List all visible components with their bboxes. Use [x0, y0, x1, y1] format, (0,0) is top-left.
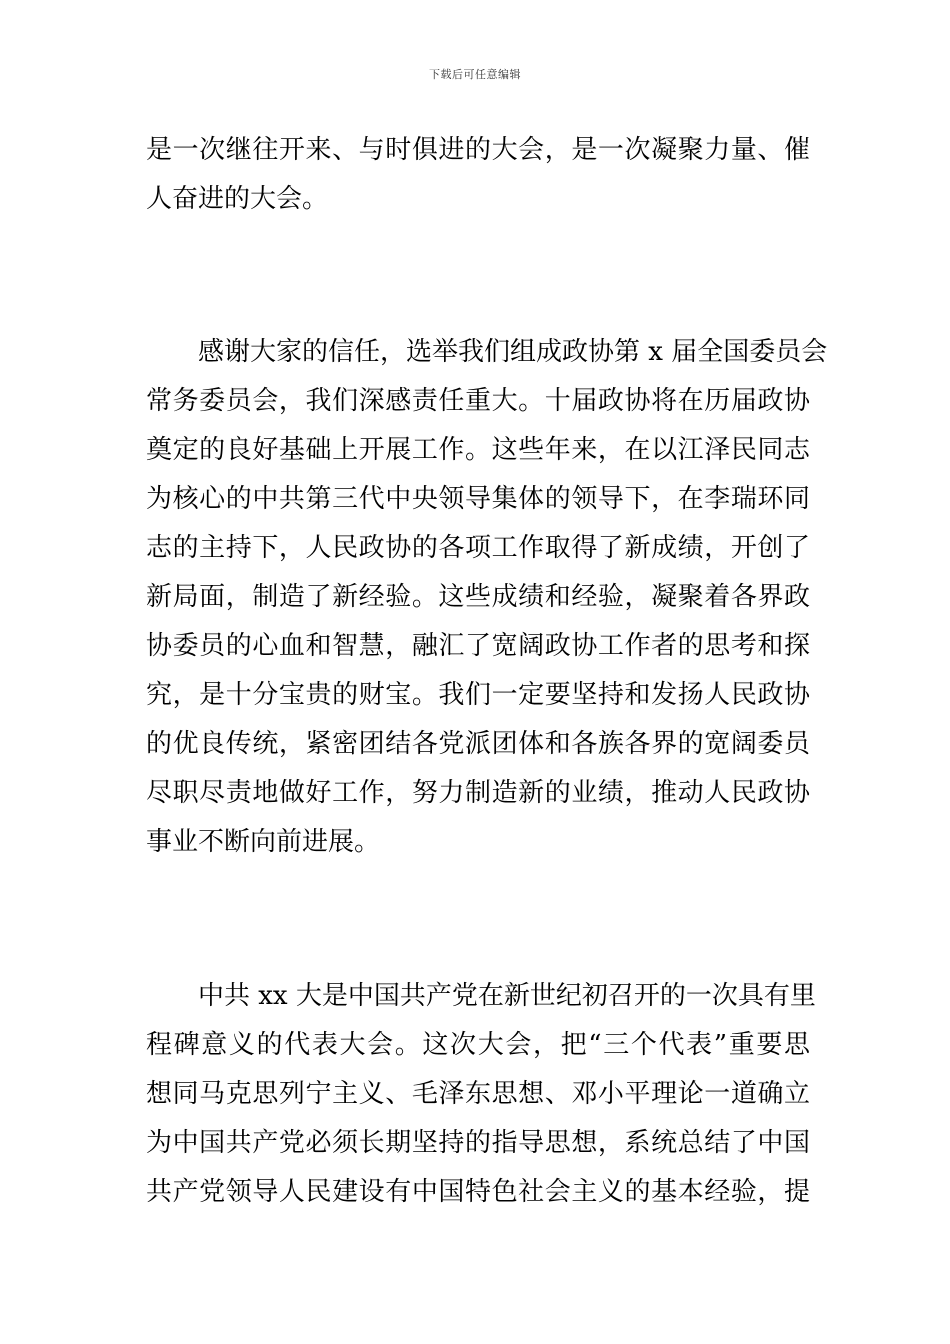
text-line: 中共 xx 大是中国共产党在新世纪初召开的一次具有里 [198, 981, 816, 1011]
text-line: 新局面，制造了新经验。这些成绩和经验，凝聚着各界政 [146, 582, 810, 612]
text-line: 共产党领导人民建设有中国特色社会主义的基本经验，提 [146, 1177, 810, 1207]
text-line: 程碑意义的代表大会。这次大会，把“三个代表”重要思 [146, 1030, 810, 1060]
text-line: 的优良传统，紧密团结各党派团体和各族各界的宽阔委员 [146, 729, 810, 759]
text-line: 为中国共产党必须长期坚持的指导思想，系统总结了中国 [146, 1128, 810, 1158]
text-line: 事业不断向前进展。 [146, 827, 381, 857]
text-line: 究，是十分宝贵的财宝。我们一定要坚持和发扬人民政协 [146, 680, 810, 710]
text-line: 为核心的中共第三代中央领导集体的领导下，在李瑞环同 [146, 484, 810, 514]
paragraph-2 [146, 328, 828, 867]
text-line: 协委员的心血和智慧，融汇了宽阔政协工作者的思考和探 [146, 631, 810, 661]
paragraph-3 [146, 972, 816, 1217]
text-line: 奠定的良好基础上开展工作。这些年来，在以江泽民同志 [146, 435, 810, 465]
text-line: 想同马克思列宁主义、毛泽东思想、邓小平理论一道确立 [146, 1079, 810, 1109]
paragraph-1 [146, 126, 810, 224]
text-line: 是一次继往开来、与时俱进的大会，是一次凝聚力量、催 [146, 135, 810, 165]
page-header: 下载后可任意编辑 [429, 68, 521, 81]
text-line: 感谢大家的信任，选举我们组成政协第 x 届全国委员会 [198, 337, 828, 367]
text-line: 常务委员会，我们深感责任重大。十届政协将在历届政协 [146, 386, 810, 416]
text-line: 尽职尽责地做好工作，努力制造新的业绩，推动人民政协 [146, 778, 810, 808]
text-line: 人奋进的大会。 [146, 184, 329, 214]
text-line: 志的主持下，人民政协的各项工作取得了新成绩，开创了 [146, 533, 810, 563]
